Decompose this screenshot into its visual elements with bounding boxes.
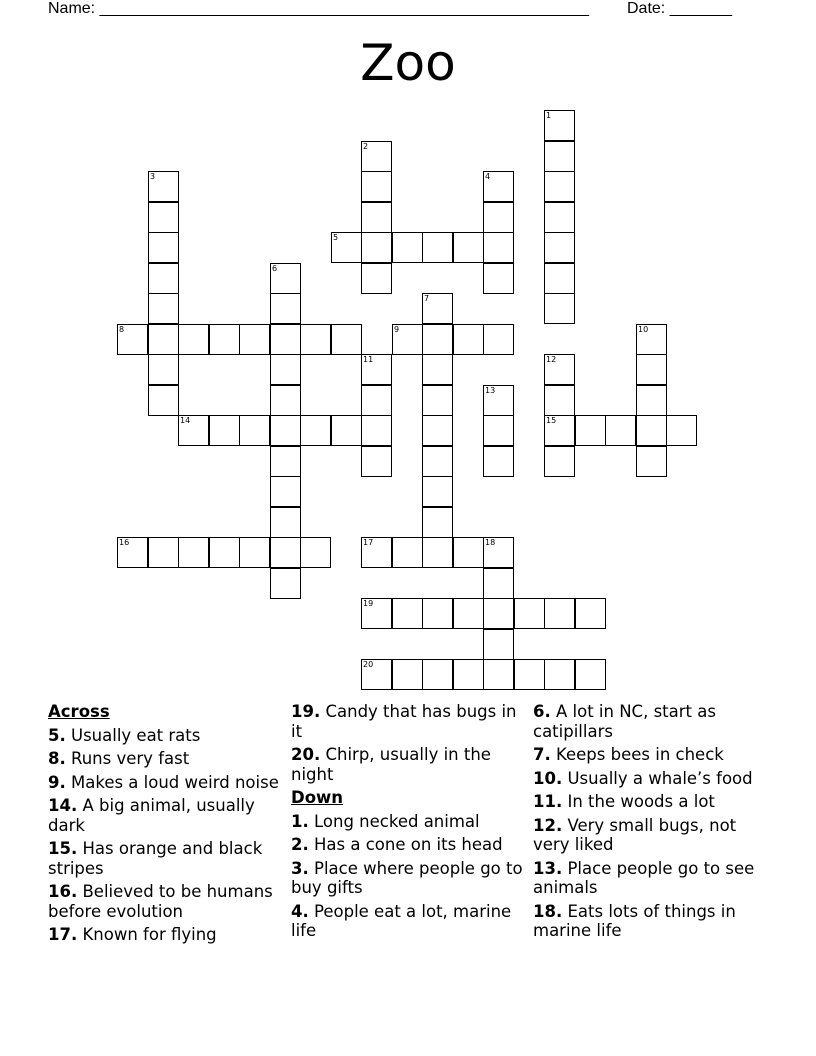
crossword-cell[interactable] (483, 537, 514, 568)
crossword-cell[interactable] (392, 659, 423, 690)
down-clue (533, 745, 773, 765)
crossword-cell[interactable] (453, 598, 484, 629)
across-clue (291, 702, 527, 741)
across-clue (48, 773, 284, 793)
crossword-cell[interactable] (453, 232, 484, 263)
across-clue (48, 839, 284, 878)
clue-number: 11 (363, 355, 374, 364)
clue-number-label: 2. (291, 835, 309, 854)
clue-number-label: 15. (48, 839, 78, 858)
clue-number-label: 10. (533, 768, 563, 788)
clue-number: 19 (363, 599, 374, 608)
crossword-cell[interactable] (209, 324, 240, 355)
clue-text: Believed to be humans before evolution (48, 882, 273, 921)
clue-column-1 (48, 702, 284, 949)
clue-text: People eat a lot, marine life (291, 901, 512, 940)
clue-number: 7 (424, 294, 430, 303)
crossword-cell[interactable] (483, 659, 514, 690)
crossword-cell[interactable] (636, 324, 667, 355)
crossword-cell[interactable] (422, 507, 453, 538)
crossword-cell[interactable] (544, 202, 575, 233)
across-clue (48, 749, 284, 769)
clue-number-label: 5. (48, 725, 66, 745)
clue-number: 3 (150, 172, 156, 181)
crossword-cell[interactable] (666, 415, 697, 446)
clue-number-label: 4. (291, 901, 309, 921)
clue-number-label: 1. (291, 811, 309, 831)
crossword-cell[interactable] (361, 537, 392, 568)
crossword-cell[interactable] (544, 659, 575, 690)
clue-text: Very small bugs, not very liked (533, 815, 737, 854)
crossword-cell[interactable] (148, 171, 179, 202)
crossword-cell[interactable] (544, 415, 575, 446)
clue-number-label: 12. (533, 815, 563, 835)
down-clue (533, 859, 773, 898)
clue-text: Usually a whale’s food (567, 768, 753, 788)
clue-text: A lot in NC, start as catipillars (533, 702, 716, 741)
crossword-cell[interactable] (544, 598, 575, 629)
clue-number: 14 (180, 416, 191, 425)
crossword-cell[interactable] (361, 171, 392, 202)
crossword-cell[interactable] (422, 598, 453, 629)
clue-number-label: 7. (533, 745, 551, 764)
clue-text: Makes a loud weird noise (71, 772, 279, 792)
clue-number-label: 20. (291, 745, 321, 764)
crossword-cell[interactable] (270, 446, 301, 477)
crossword-cell[interactable] (544, 110, 575, 141)
date-label: Date: _______ (627, 0, 732, 17)
crossword-cell[interactable] (361, 232, 392, 263)
clue-number: 20 (363, 660, 374, 669)
crossword-cell[interactable] (361, 202, 392, 233)
crossword-cell[interactable] (209, 537, 240, 568)
clue-text: Place people go to see animals (533, 858, 755, 897)
crossword-cell[interactable] (361, 354, 392, 385)
crossword-cell[interactable] (422, 354, 453, 385)
clue-number: 6 (272, 264, 278, 273)
across-clue (48, 925, 284, 945)
crossword-cell[interactable] (392, 598, 423, 629)
crossword-cell[interactable] (422, 415, 453, 446)
clue-text: Chirp, usually in the night (291, 745, 491, 784)
clue-number: 1 (546, 111, 552, 120)
crossword-cell[interactable] (148, 232, 179, 263)
crossword-cell[interactable] (453, 324, 484, 355)
crossword-cell[interactable] (605, 415, 636, 446)
clue-number: 13 (485, 386, 496, 395)
crossword-cell[interactable] (270, 263, 301, 294)
clue-number: 17 (363, 538, 374, 547)
crossword-cell[interactable] (544, 171, 575, 202)
clue-number-label: 8. (48, 749, 66, 768)
clue-number-label: 6. (533, 702, 551, 721)
clue-number-label: 11. (533, 792, 563, 811)
down-clue (291, 835, 527, 855)
crossword-cell[interactable] (209, 415, 240, 446)
crossword-cell[interactable] (636, 446, 667, 477)
crossword-cell[interactable] (148, 263, 179, 294)
crossword-cell[interactable] (422, 537, 453, 568)
clue-text: Long necked animal (314, 811, 480, 831)
crossword-cell[interactable] (544, 354, 575, 385)
crossword-cell[interactable] (148, 202, 179, 233)
clue-number: 4 (485, 172, 491, 181)
crossword-cell[interactable] (422, 324, 453, 355)
clue-number-label: 17. (48, 925, 78, 944)
crossword-cell[interactable] (361, 446, 392, 477)
clue-text: Has a cone on its head (314, 835, 503, 854)
crossword-cell[interactable] (453, 659, 484, 690)
clue-column-3 (533, 702, 773, 945)
clue-number-label: 16. (48, 882, 78, 901)
clue-text: Known for flying (82, 925, 217, 944)
crossword-cell[interactable] (483, 598, 514, 629)
crossword-cell[interactable] (422, 232, 453, 263)
clue-number: 15 (546, 416, 557, 425)
clue-number: 18 (485, 538, 496, 547)
clue-text: Keeps bees in check (556, 745, 724, 764)
down-clue (291, 902, 527, 941)
crossword-cell[interactable] (361, 385, 392, 416)
crossword-cell[interactable] (575, 659, 606, 690)
crossword-cell[interactable] (148, 324, 179, 355)
clue-text: Candy that has bugs in it (291, 702, 517, 741)
across-clue (48, 796, 284, 835)
clue-number-label: 13. (533, 858, 563, 878)
crossword-cell[interactable] (392, 232, 423, 263)
clue-number-label: 19. (291, 702, 321, 721)
crossword-cell[interactable] (544, 263, 575, 294)
crossword-cell[interactable] (117, 324, 148, 355)
down-clue (533, 769, 773, 789)
crossword-cell[interactable] (483, 263, 514, 294)
crossword-cell[interactable] (148, 537, 179, 568)
crossword-cell[interactable] (483, 629, 514, 660)
crossword-cell[interactable] (178, 415, 209, 446)
crossword-cell[interactable] (392, 324, 423, 355)
crossword-cell[interactable] (636, 354, 667, 385)
crossword-cell[interactable] (514, 598, 545, 629)
clue-number: 5 (333, 233, 339, 242)
across-heading: Across (48, 702, 110, 721)
crossword-cell[interactable] (453, 537, 484, 568)
clue-text: Place where people go to buy gifts (291, 858, 523, 897)
clue-text: Usually eat rats (71, 725, 201, 745)
crossword-cell[interactable] (300, 324, 331, 355)
crossword-cell[interactable] (422, 446, 453, 477)
crossword-cell[interactable] (270, 568, 301, 599)
crossword-cell[interactable] (544, 446, 575, 477)
crossword-cell[interactable] (483, 324, 514, 355)
across-clue (48, 726, 284, 746)
clue-number: 10 (638, 325, 649, 334)
down-clue (533, 816, 773, 855)
crossword-cell[interactable] (239, 537, 270, 568)
name-label: Name: _______________________________________________________ (48, 0, 589, 17)
crossword-cell[interactable] (483, 446, 514, 477)
clue-column-2 (291, 702, 527, 945)
clue-number: 12 (546, 355, 557, 364)
down-clue (533, 702, 773, 741)
crossword-cell[interactable] (239, 415, 270, 446)
crossword-cell[interactable] (636, 415, 667, 446)
crossword-cell[interactable] (300, 537, 331, 568)
clue-number-label: 18. (533, 901, 563, 921)
crossword-cell[interactable] (422, 476, 453, 507)
crossword-cell[interactable] (178, 537, 209, 568)
across-clue (48, 882, 284, 921)
crossword-cell[interactable] (270, 537, 301, 568)
crossword-cell[interactable] (361, 659, 392, 690)
crossword-cell[interactable] (331, 232, 362, 263)
clue-text: Has orange and black stripes (48, 839, 263, 878)
crossword-cell[interactable] (270, 476, 301, 507)
crossword-cell[interactable] (148, 354, 179, 385)
crossword-cell[interactable] (361, 141, 392, 172)
crossword-cell[interactable] (636, 385, 667, 416)
clue-number-label: 3. (291, 858, 309, 878)
crossword-cell[interactable] (361, 415, 392, 446)
clue-number-label: 14. (48, 796, 78, 815)
crossword-cell[interactable] (117, 537, 148, 568)
down-clue (291, 859, 527, 898)
clue-number: 9 (394, 325, 400, 334)
crossword-cell[interactable] (331, 415, 362, 446)
crossword-cell[interactable] (575, 415, 606, 446)
crossword-cell[interactable] (483, 232, 514, 263)
crossword-cell[interactable] (483, 415, 514, 446)
crossword-cell[interactable] (361, 263, 392, 294)
clue-number: 8 (119, 325, 125, 334)
clue-number: 2 (363, 142, 369, 151)
clue-text: In the woods a lot (567, 792, 715, 811)
clue-text: Runs very fast (71, 749, 190, 768)
crossword-cell[interactable] (148, 293, 179, 324)
clue-text: Eats lots of things in marine life (533, 901, 736, 940)
crossword-cell[interactable] (483, 568, 514, 599)
clue-number: 16 (119, 538, 130, 547)
crossword-cell[interactable] (270, 354, 301, 385)
crossword-cell[interactable] (483, 202, 514, 233)
crossword-cell[interactable] (392, 537, 423, 568)
crossword-cell[interactable] (178, 324, 209, 355)
down-clue (533, 902, 773, 941)
clue-number-label: 9. (48, 772, 66, 792)
crossword-cell[interactable] (361, 598, 392, 629)
crossword-cell[interactable] (575, 598, 606, 629)
crossword-cell[interactable] (300, 415, 331, 446)
clue-text: A big animal, usually dark (48, 796, 255, 835)
crossword-cell[interactable] (544, 141, 575, 172)
crossword-cell[interactable] (544, 385, 575, 416)
down-clue (291, 812, 527, 832)
crossword-cell[interactable] (422, 659, 453, 690)
crossword-cell[interactable] (270, 293, 301, 324)
crossword-cell[interactable] (422, 293, 453, 324)
crossword-cell[interactable] (239, 324, 270, 355)
crossword-cell[interactable] (331, 324, 362, 355)
crossword-cell[interactable] (514, 659, 545, 690)
across-clue (291, 745, 527, 784)
down-clue (533, 792, 773, 812)
crossword-cell[interactable] (270, 415, 301, 446)
crossword-cell[interactable] (270, 324, 301, 355)
crossword-cell[interactable] (544, 293, 575, 324)
crossword-cell[interactable] (148, 385, 179, 416)
crossword-cell[interactable] (270, 507, 301, 538)
crossword-cell[interactable] (544, 232, 575, 263)
crossword-cell[interactable] (422, 385, 453, 416)
page-title: Zoo (360, 34, 456, 92)
crossword-cell[interactable] (483, 385, 514, 416)
crossword-cell[interactable] (270, 385, 301, 416)
crossword-cell[interactable] (483, 171, 514, 202)
down-heading: Down (291, 788, 344, 807)
